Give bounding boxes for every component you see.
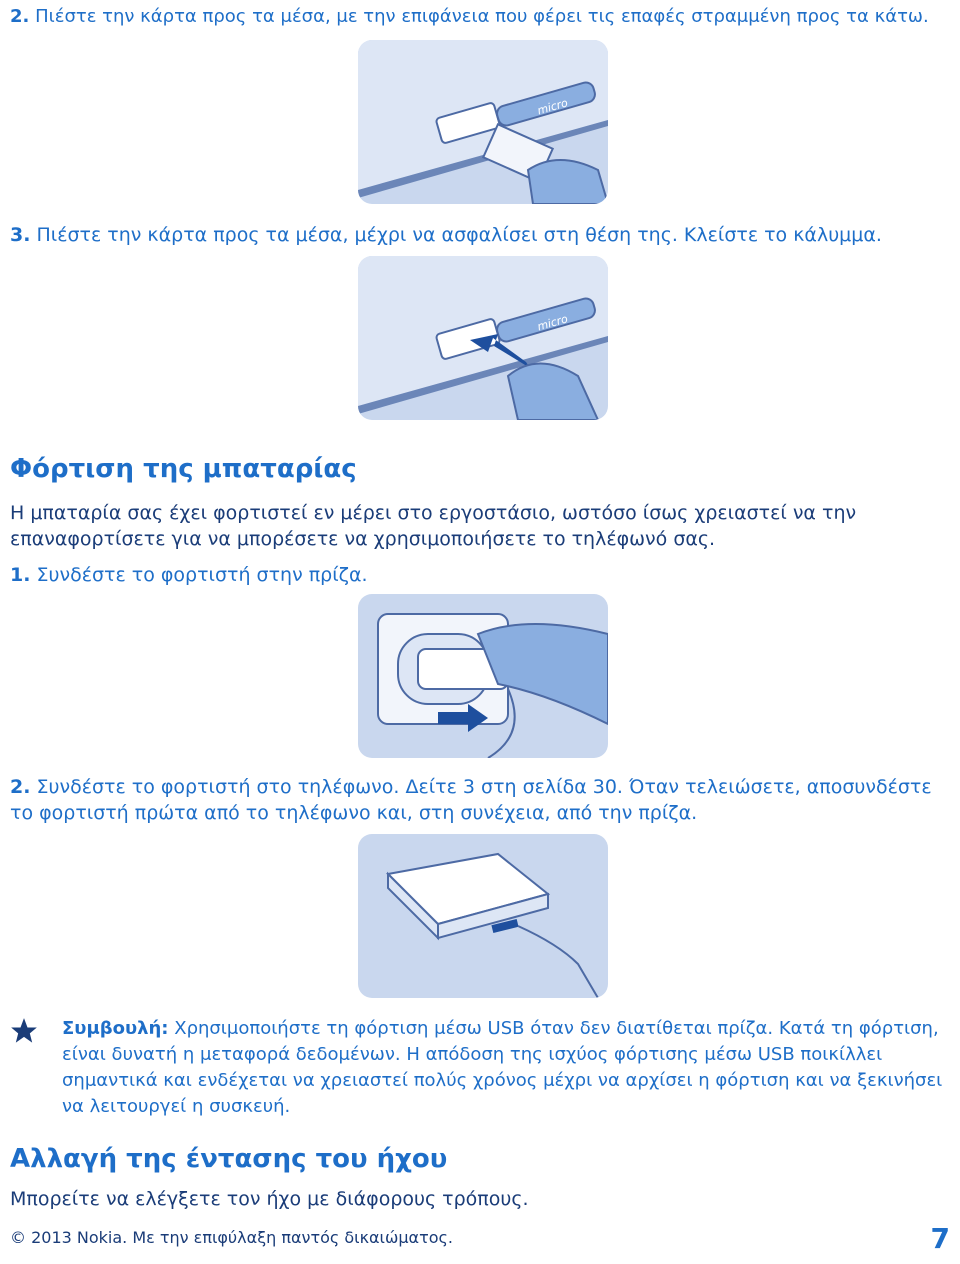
volume-heading: Αλλαγή της έντασης του ήχου <box>10 1144 448 1174</box>
copyright: © 2013 Nokia. Με την επιφύλαξη παντός δικαιώματος. <box>10 1228 453 1247</box>
phone-charger-drawing <box>358 834 608 998</box>
insert-card-drawing <box>358 40 608 204</box>
step-text: Πιέστε την κάρτα προς τα μέσα, μέχρι να ασφαλίσει στη θέση της. Κλείστε το κάλυμμα. <box>36 224 882 246</box>
step-text: Συνδέστε το φορτιστή στην πρίζα. <box>36 564 368 586</box>
step-number: 2. <box>10 776 31 798</box>
step-number: 2. <box>10 6 30 27</box>
step-number: 1. <box>10 564 31 586</box>
tip-text: Χρησιμοποιήστε τη φόρτιση μέσω USB όταν δεν διατίθεται πρίζα. Κατά τη φόρτιση, είναι δυνατή η μεταφορά δεδομένων. Η απόδοση της ισχύος φόρτισης μέσω USB ποικίλλει σημαντικά και ενδέχεται να χρειαστεί πολύς χρόνος μέχρι να αρχίσει η φόρτιση και να ξεκινήσει να λειτουργεί η συσκευή. <box>62 1018 943 1117</box>
page-number: 7 <box>930 1222 950 1255</box>
phone-charger-illustration <box>358 834 608 998</box>
step-text: Συνδέστε το φορτιστή στο τηλέφωνο. Δείτε 3 στη σελίδα 30. Όταν τελειώσετε, αποσυνδέστε το φορτιστή πρώτα από το τηλέφωνο και, στη συνέχεια, από την πρίζα. <box>10 776 932 824</box>
microsd-label: micro <box>535 96 570 118</box>
step-2-card-instruction <box>10 4 929 30</box>
step-text: Πιέστε την κάρτα προς τα μέσα, με την επιφάνεια που φέρει τις επαφές στραμμένη προς τα κάτω. <box>35 6 929 27</box>
charging-step-1 <box>10 562 368 588</box>
charging-step-2 <box>10 774 950 826</box>
volume-text: Μπορείτε να ελέγξετε τον ήχο με διάφορους τρόπους. <box>10 1188 529 1210</box>
step-number: 3. <box>10 224 31 246</box>
step-3-card-instruction <box>10 222 882 248</box>
star-icon <box>10 1017 38 1045</box>
lock-card-illustration <box>358 256 608 420</box>
insert-card-illustration <box>358 40 608 204</box>
plug-charger-drawing <box>358 594 608 758</box>
tip-label: Συμβουλή: <box>62 1018 169 1039</box>
charging-heading: Φόρτιση της μπαταρίας <box>10 454 357 484</box>
microsd-label: micro <box>535 312 570 334</box>
plug-charger-illustration <box>358 594 608 758</box>
lock-card-drawing <box>358 256 608 420</box>
charging-intro: Η μπαταρία σας έχει φορτιστεί εν μέρει στο εργοστάσιο, ωστόσο ίσως χρειαστεί να την επαναφορτίσετε για να μπορέσετε να χρησιμοποιήσετε το τηλέφωνό σας. <box>10 502 857 550</box>
tip-paragraph <box>62 1016 957 1120</box>
